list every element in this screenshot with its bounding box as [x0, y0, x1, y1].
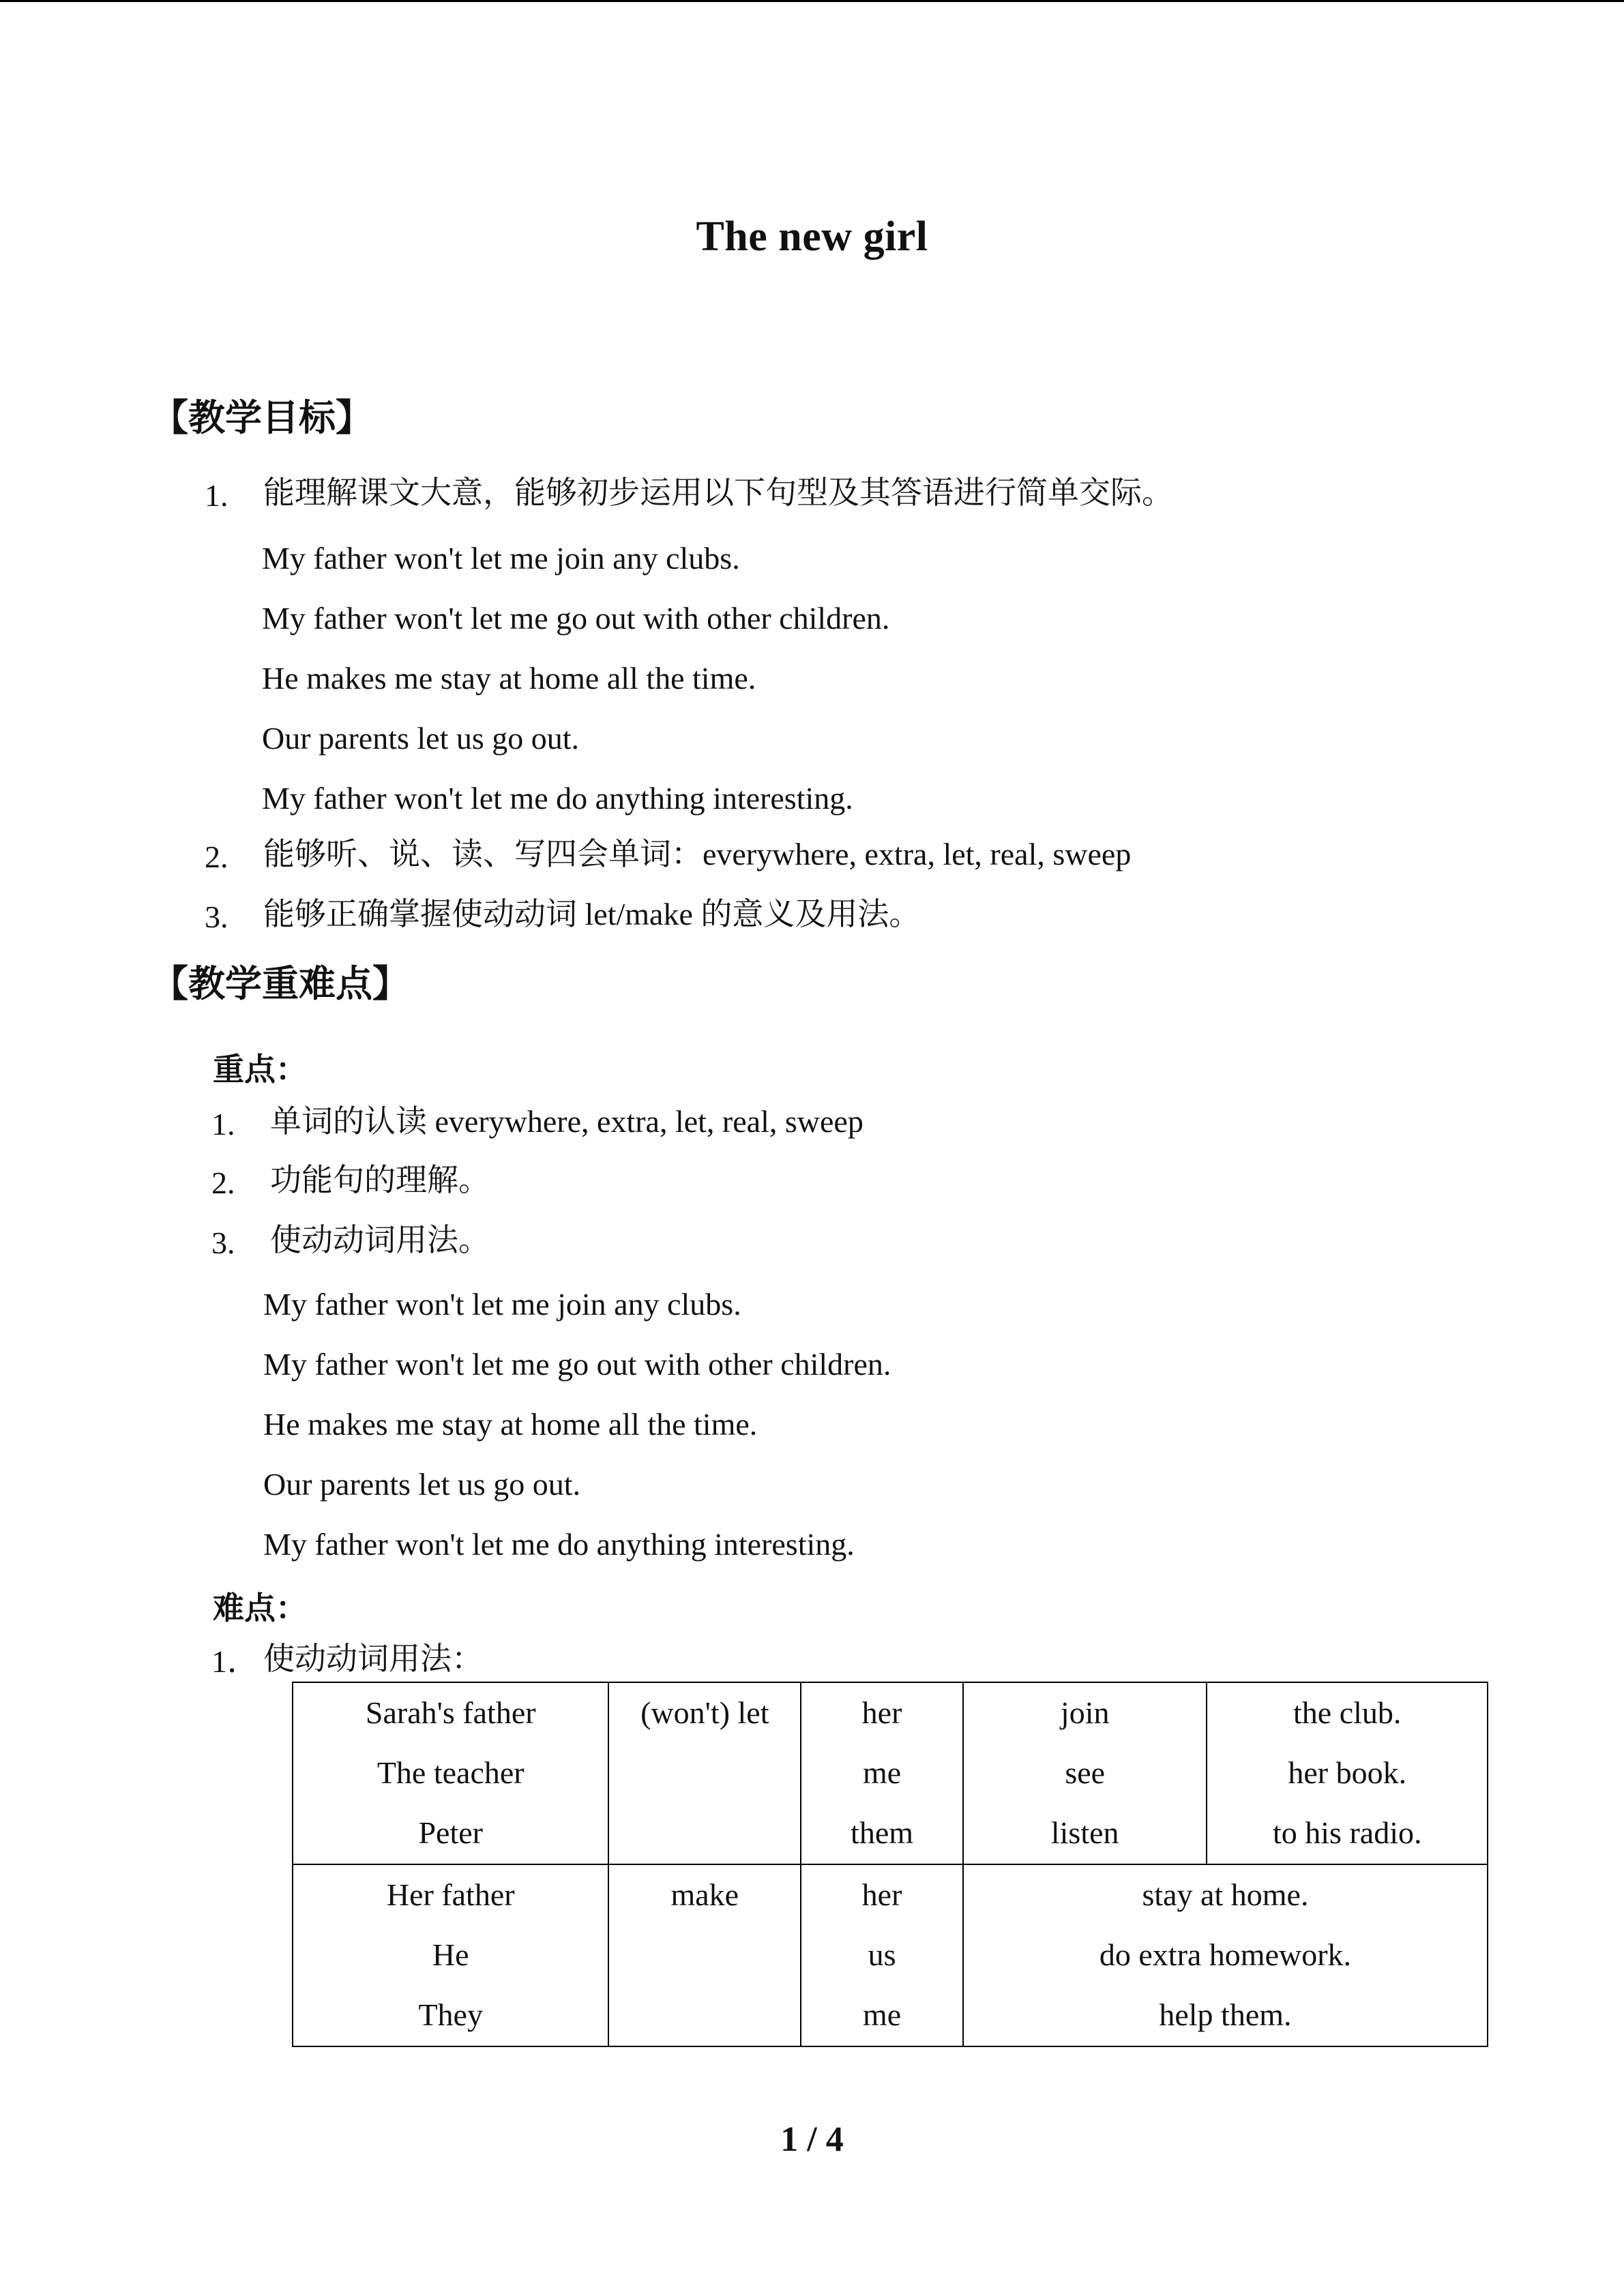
objective-sentence: My father won't let me do anything interesting.: [262, 781, 853, 816]
subjects-cell: [293, 1682, 608, 1864]
subject: Sarah's father: [365, 1695, 536, 1730]
key-point-2-number: 2.: [211, 1165, 235, 1200]
action: join: [1060, 1695, 1110, 1730]
difficult-points-label: 难点：: [213, 1591, 307, 1626]
key-points-label: 重点：: [213, 1052, 307, 1087]
subject: Her father: [386, 1877, 515, 1912]
key-point-2-text: 功能句的理解。: [270, 1163, 490, 1197]
actions-cell: [963, 1682, 1207, 1864]
objective-3-text: 能够正确掌握使动动词 let/make 的意义及用法。: [263, 897, 921, 931]
action: see: [1065, 1755, 1106, 1790]
subject: The teacher: [377, 1755, 525, 1790]
object: her: [861, 1695, 902, 1730]
object: me: [862, 1997, 902, 2032]
objective-sentence: He makes me stay at home all the time.: [262, 661, 756, 696]
objective-sentence: Our parents let us go out.: [262, 721, 580, 756]
complement: the club.: [1293, 1695, 1402, 1730]
complements-cell: [1207, 1682, 1488, 1864]
objects-cell: [801, 1682, 963, 1864]
verb: (won't) let: [640, 1695, 769, 1730]
verb-cell: [608, 1864, 801, 2046]
causative-verb-table: [292, 1682, 1488, 2047]
key-point-3-number: 3.: [211, 1225, 235, 1260]
objective-3-number: 3.: [205, 899, 228, 934]
page-number: 1 / 4: [780, 2120, 844, 2159]
complement: to his radio.: [1273, 1815, 1422, 1850]
table-row: [293, 1864, 1488, 2046]
subject: He: [432, 1937, 469, 1972]
phrase: stay at home.: [1142, 1877, 1309, 1912]
object: us: [868, 1937, 896, 1972]
section-heading-key-points: 【教学重难点】: [151, 964, 409, 1004]
key-point-3-text: 使动动词用法。: [270, 1223, 490, 1257]
difficult-point-1-number: 1．: [211, 1644, 259, 1679]
verb: make: [670, 1877, 739, 1912]
key-sentence: Our parents let us go out.: [263, 1467, 581, 1502]
key-point-1-number: 1.: [211, 1107, 235, 1142]
section-heading-objectives: 【教学目标】: [151, 398, 372, 438]
verb-cell: [608, 1682, 801, 1864]
key-point-1-text: 单词的认读 everywhere, extra, let, real, sweep: [270, 1104, 863, 1139]
key-sentence: He makes me stay at home all the time.: [263, 1407, 758, 1442]
key-sentence: My father won't let me go out with other children.: [263, 1347, 891, 1382]
objective-2-text: 能够听、说、读、写四会单词：everywhere, extra, let, real, sweep: [263, 837, 1132, 871]
document-title: The new girl: [696, 213, 928, 260]
object: them: [851, 1815, 914, 1850]
objective-1-text: 能理解课文大意，能够初步运用以下句型及其答语进行简单交际。: [263, 475, 1173, 510]
subject: Peter: [418, 1815, 483, 1850]
phrase: do extra homework.: [1099, 1937, 1352, 1972]
subject: They: [418, 1997, 483, 2032]
objective-sentence: My father won't let me join any clubs.: [262, 541, 740, 576]
key-sentence: My father won't let me join any clubs.: [263, 1287, 741, 1322]
objective-2-number: 2.: [205, 839, 228, 874]
phrase: help them.: [1159, 1997, 1292, 2032]
action: listen: [1050, 1815, 1119, 1850]
subjects-cell: [293, 1864, 608, 2046]
key-sentence: My father won't let me do anything interesting.: [263, 1527, 855, 1562]
top-border-rule: [0, 0, 1624, 2]
object: her: [861, 1877, 902, 1912]
difficult-point-1-text: 使动动词用法：: [263, 1641, 483, 1676]
object: me: [862, 1755, 902, 1790]
complement: her book.: [1288, 1755, 1407, 1790]
phrases-cell: [963, 1864, 1488, 2046]
objective-sentence: My father won't let me go out with other children.: [262, 601, 890, 636]
objective-1-number: 1.: [205, 478, 228, 513]
objects-cell: [801, 1864, 963, 2046]
table-row: [293, 1682, 1488, 1864]
